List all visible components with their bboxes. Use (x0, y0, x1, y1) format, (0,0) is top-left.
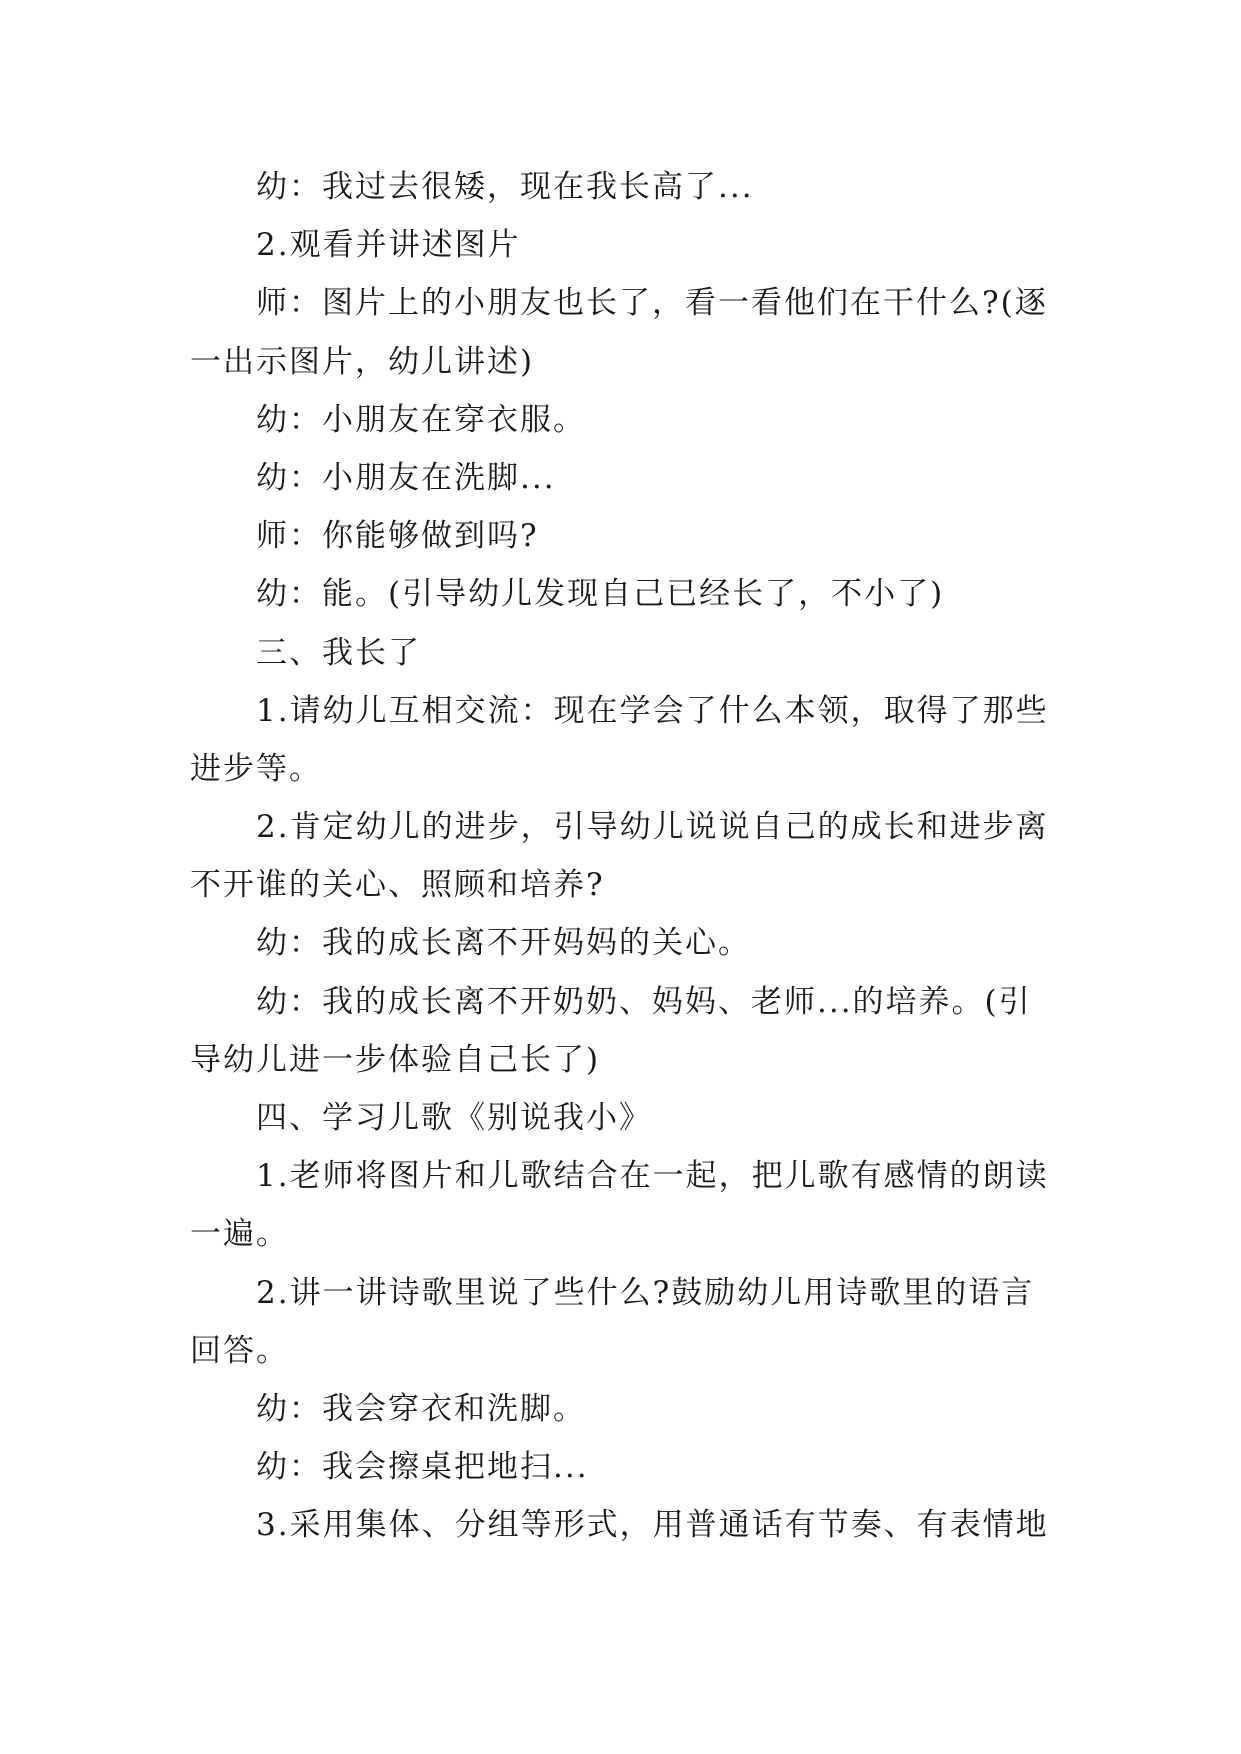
text-line: 幼：我会穿衣和洗脚。 (256, 1390, 586, 1427)
text-line: 2.肯定幼儿的进步，引导幼儿说说自己的成长和进步离 (256, 809, 1049, 846)
text-line: 幼：我过去很矮，现在我长高了... (256, 169, 754, 205)
text-line: 回答。 (190, 1332, 289, 1369)
text-line: 2.讲一讲诗歌里说了些什么?鼓励幼儿用诗歌里的语言 (256, 1274, 1035, 1311)
text-line: 幼：小朋友在穿衣服。 (256, 401, 586, 438)
text-line: 2.观看并讲述图片 (256, 227, 521, 264)
text-line: 三、我长了 (256, 634, 421, 671)
text-line: 导幼儿进一步体验自己长了) (190, 1041, 601, 1078)
text-line: 3.采用集体、分组等形式，用普通话有节奏、有表情地 (256, 1507, 1049, 1544)
text-line: 1.请幼儿互相交流：现在学会了什么本领，取得了那些 (256, 692, 1049, 729)
text-line: 一遍。 (190, 1216, 289, 1253)
text-line: 不开谁的关心、照顾和培养? (190, 867, 605, 904)
text-line: 幼：能。(引导幼儿发现自己已经长了，不小了) (256, 576, 945, 613)
text-line: 师：图片上的小朋友也长了，看一看他们在干什么?(逐 (256, 285, 1048, 322)
text-line: 幼：我会擦桌把地扫... (256, 1449, 589, 1486)
text-line: 1.老师将图片和儿歌结合在一起，把儿歌有感情的朗读 (256, 1158, 1049, 1195)
text-line: 幼：我的成长离不开妈妈的关心。 (256, 925, 751, 962)
text-line: 进步等。 (190, 750, 322, 787)
text-line: 师：你能够做到吗? (256, 518, 539, 555)
text-line: 一出示图片，幼儿讲述) (190, 343, 535, 380)
text-line: 幼：小朋友在洗脚... (256, 459, 556, 496)
text-line: 幼：我的成长离不开奶奶、妈妈、老师...的培养。(引 (256, 983, 1032, 1020)
document-body (190, 158, 1050, 1555)
text-line: 四、学习儿歌《别说我小》 (256, 1100, 652, 1136)
